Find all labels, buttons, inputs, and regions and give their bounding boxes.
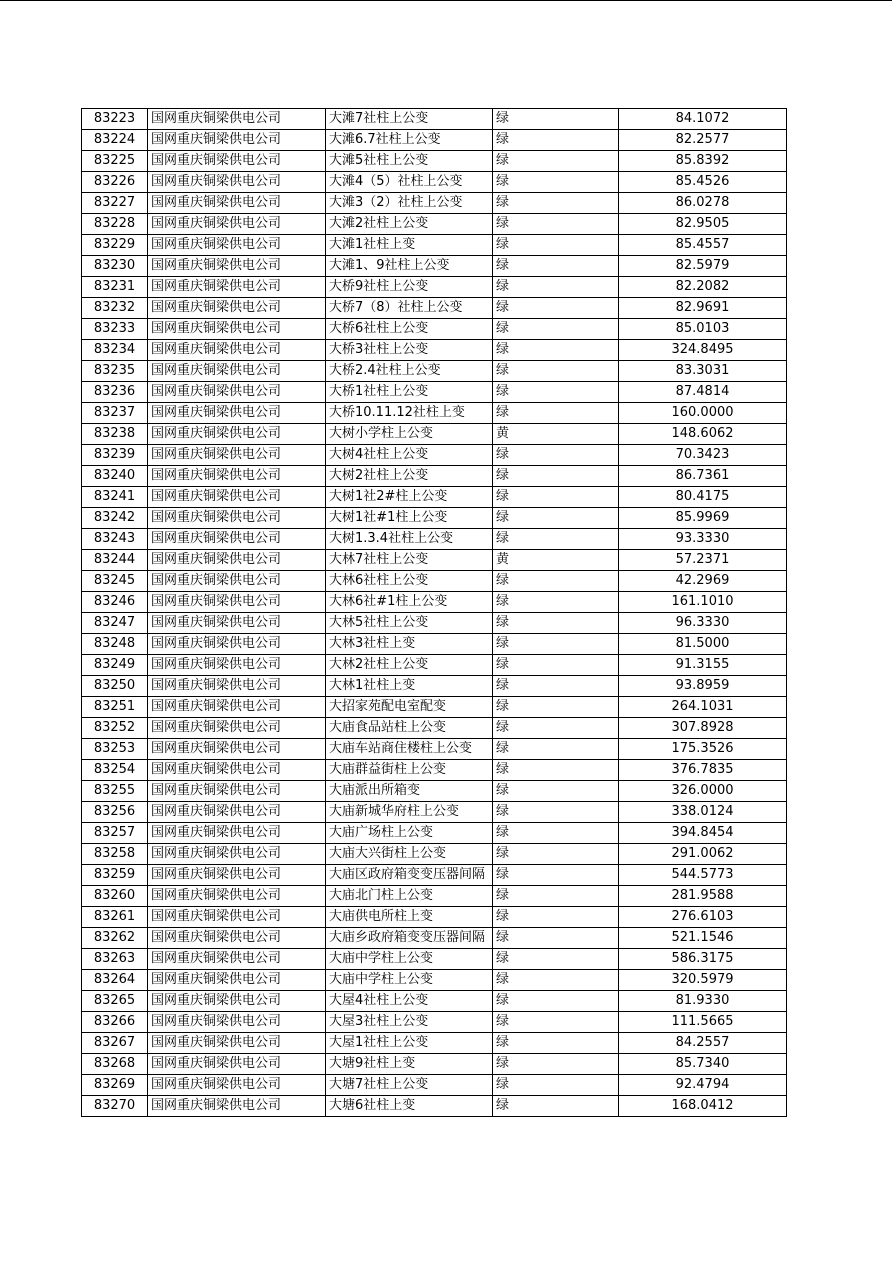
transformer-name-cell: 大庙中学柱上公变 — [326, 970, 493, 991]
row-id-cell: 83228 — [82, 214, 148, 235]
value-cell: 42.2969 — [619, 571, 787, 592]
transformer-name-cell: 大桥1社柱上公变 — [326, 382, 493, 403]
status-cell: 绿 — [493, 277, 619, 298]
company-cell: 国网重庆铜梁供电公司 — [148, 529, 326, 550]
transformer-name-cell: 大树1.3.4社柱上公变 — [326, 529, 493, 550]
company-cell: 国网重庆铜梁供电公司 — [148, 613, 326, 634]
row-id-cell: 83223 — [82, 109, 148, 130]
company-cell: 国网重庆铜梁供电公司 — [148, 130, 326, 151]
row-id-cell: 83258 — [82, 844, 148, 865]
table-row — [82, 172, 787, 193]
value-cell: 91.3155 — [619, 655, 787, 676]
transformer-name-cell: 大屋3社柱上公变 — [326, 1012, 493, 1033]
table-row — [82, 235, 787, 256]
table-row — [82, 277, 787, 298]
status-cell: 绿 — [493, 1054, 619, 1075]
status-cell: 绿 — [493, 403, 619, 424]
company-cell: 国网重庆铜梁供电公司 — [148, 739, 326, 760]
status-cell: 绿 — [493, 340, 619, 361]
company-cell: 国网重庆铜梁供电公司 — [148, 424, 326, 445]
row-id-cell: 83262 — [82, 928, 148, 949]
table-row — [82, 466, 787, 487]
row-id-cell: 83269 — [82, 1075, 148, 1096]
status-cell: 绿 — [493, 739, 619, 760]
company-cell: 国网重庆铜梁供电公司 — [148, 760, 326, 781]
value-cell: 85.8392 — [619, 151, 787, 172]
transformer-name-cell: 大庙大兴街柱上公变 — [326, 844, 493, 865]
table-row — [82, 718, 787, 739]
transformer-name-cell: 大林3社柱上变 — [326, 634, 493, 655]
table-row — [82, 970, 787, 991]
transformer-name-cell: 大滩4（5）社柱上公变 — [326, 172, 493, 193]
table-row — [82, 403, 787, 424]
transformer-name-cell: 大庙新城华府柱上公变 — [326, 802, 493, 823]
company-cell: 国网重庆铜梁供电公司 — [148, 193, 326, 214]
row-id-cell: 83234 — [82, 340, 148, 361]
row-id-cell: 83235 — [82, 361, 148, 382]
company-cell: 国网重庆铜梁供电公司 — [148, 907, 326, 928]
company-cell: 国网重庆铜梁供电公司 — [148, 172, 326, 193]
company-cell: 国网重庆铜梁供电公司 — [148, 340, 326, 361]
table-row — [82, 1096, 787, 1117]
transformer-name-cell: 大滩2社柱上公变 — [326, 214, 493, 235]
row-id-cell: 83245 — [82, 571, 148, 592]
table-row — [82, 781, 787, 802]
transformer-name-cell: 大滩3（2）社柱上公变 — [326, 193, 493, 214]
status-cell: 绿 — [493, 571, 619, 592]
status-cell: 绿 — [493, 949, 619, 970]
row-id-cell: 83227 — [82, 193, 148, 214]
status-cell: 绿 — [493, 361, 619, 382]
table-row — [82, 382, 787, 403]
value-cell: 82.9691 — [619, 298, 787, 319]
table-row — [82, 907, 787, 928]
value-cell: 86.0278 — [619, 193, 787, 214]
table-row — [82, 361, 787, 382]
value-cell: 281.9588 — [619, 886, 787, 907]
row-id-cell: 83236 — [82, 382, 148, 403]
company-cell: 国网重庆铜梁供电公司 — [148, 403, 326, 424]
transformer-name-cell: 大庙区政府箱变变压器间隔 — [326, 865, 493, 886]
transformer-name-cell: 大庙乡政府箱变变压器间隔 — [326, 928, 493, 949]
value-cell: 81.5000 — [619, 634, 787, 655]
company-cell: 国网重庆铜梁供电公司 — [148, 319, 326, 340]
status-cell: 绿 — [493, 172, 619, 193]
transformer-name-cell: 大桥3社柱上公变 — [326, 340, 493, 361]
row-id-cell: 83252 — [82, 718, 148, 739]
value-cell: 111.5665 — [619, 1012, 787, 1033]
table-row — [82, 592, 787, 613]
row-id-cell: 83264 — [82, 970, 148, 991]
status-cell: 绿 — [493, 109, 619, 130]
company-cell: 国网重庆铜梁供电公司 — [148, 781, 326, 802]
transformer-name-cell: 大招家苑配电室配变 — [326, 697, 493, 718]
table-row — [82, 1012, 787, 1033]
status-cell: 黄 — [493, 550, 619, 571]
transformer-name-cell: 大树小学柱上公变 — [326, 424, 493, 445]
value-cell: 307.8928 — [619, 718, 787, 739]
table-row — [82, 613, 787, 634]
company-cell: 国网重庆铜梁供电公司 — [148, 466, 326, 487]
company-cell: 国网重庆铜梁供电公司 — [148, 802, 326, 823]
table-row — [82, 802, 787, 823]
table-row — [82, 508, 787, 529]
status-cell: 绿 — [493, 1096, 619, 1117]
transformer-name-cell: 大林7社柱上公变 — [326, 550, 493, 571]
table-row — [82, 676, 787, 697]
status-cell: 绿 — [493, 970, 619, 991]
company-cell: 国网重庆铜梁供电公司 — [148, 298, 326, 319]
transformer-name-cell: 大林2社柱上公变 — [326, 655, 493, 676]
value-cell: 338.0124 — [619, 802, 787, 823]
status-cell: 绿 — [493, 529, 619, 550]
row-id-cell: 83266 — [82, 1012, 148, 1033]
table-row — [82, 445, 787, 466]
company-cell: 国网重庆铜梁供电公司 — [148, 1033, 326, 1054]
table-row — [82, 151, 787, 172]
table-row — [82, 991, 787, 1012]
value-cell: 521.1546 — [619, 928, 787, 949]
row-id-cell: 83267 — [82, 1033, 148, 1054]
transformer-name-cell: 大林1社柱上变 — [326, 676, 493, 697]
status-cell: 绿 — [493, 718, 619, 739]
table-row — [82, 1075, 787, 1096]
company-cell: 国网重庆铜梁供电公司 — [148, 1075, 326, 1096]
table-row — [82, 340, 787, 361]
transformer-name-cell: 大庙群益街柱上公变 — [326, 760, 493, 781]
company-cell: 国网重庆铜梁供电公司 — [148, 718, 326, 739]
value-cell: 86.7361 — [619, 466, 787, 487]
company-cell: 国网重庆铜梁供电公司 — [148, 970, 326, 991]
table-row — [82, 928, 787, 949]
row-id-cell: 83268 — [82, 1054, 148, 1075]
value-cell: 586.3175 — [619, 949, 787, 970]
row-id-cell: 83257 — [82, 823, 148, 844]
status-cell: 绿 — [493, 823, 619, 844]
status-cell: 绿 — [493, 991, 619, 1012]
row-id-cell: 83224 — [82, 130, 148, 151]
status-cell: 绿 — [493, 298, 619, 319]
row-id-cell: 83229 — [82, 235, 148, 256]
company-cell: 国网重庆铜梁供电公司 — [148, 697, 326, 718]
company-cell: 国网重庆铜梁供电公司 — [148, 655, 326, 676]
row-id-cell: 83250 — [82, 676, 148, 697]
value-cell: 85.9969 — [619, 508, 787, 529]
transformer-name-cell: 大庙车站商住楼柱上公变 — [326, 739, 493, 760]
status-cell: 绿 — [493, 676, 619, 697]
value-cell: 93.3330 — [619, 529, 787, 550]
row-id-cell: 83231 — [82, 277, 148, 298]
company-cell: 国网重庆铜梁供电公司 — [148, 256, 326, 277]
value-cell: 82.5979 — [619, 256, 787, 277]
transformer-name-cell: 大林6社柱上公变 — [326, 571, 493, 592]
row-id-cell: 83270 — [82, 1096, 148, 1117]
value-cell: 85.4557 — [619, 235, 787, 256]
transformer-name-cell: 大庙供电所柱上变 — [326, 907, 493, 928]
table-row — [82, 529, 787, 550]
table-row — [82, 739, 787, 760]
transformer-name-cell: 大桥10.11.12社柱上变 — [326, 403, 493, 424]
company-cell: 国网重庆铜梁供电公司 — [148, 823, 326, 844]
value-cell: 84.2557 — [619, 1033, 787, 1054]
table-row — [82, 214, 787, 235]
status-cell: 绿 — [493, 193, 619, 214]
company-cell: 国网重庆铜梁供电公司 — [148, 991, 326, 1012]
row-id-cell: 83244 — [82, 550, 148, 571]
transformer-name-cell: 大塘6社柱上变 — [326, 1096, 493, 1117]
value-cell: 93.8959 — [619, 676, 787, 697]
transformer-name-cell: 大树2社柱上公变 — [326, 466, 493, 487]
row-id-cell: 83239 — [82, 445, 148, 466]
status-cell: 绿 — [493, 1033, 619, 1054]
table-row — [82, 655, 787, 676]
company-cell: 国网重庆铜梁供电公司 — [148, 571, 326, 592]
value-cell: 394.8454 — [619, 823, 787, 844]
company-cell: 国网重庆铜梁供电公司 — [148, 508, 326, 529]
row-id-cell: 83230 — [82, 256, 148, 277]
table-row — [82, 298, 787, 319]
status-cell: 绿 — [493, 508, 619, 529]
status-cell: 绿 — [493, 130, 619, 151]
table-row — [82, 886, 787, 907]
status-cell: 绿 — [493, 319, 619, 340]
row-id-cell: 83226 — [82, 172, 148, 193]
row-id-cell: 83260 — [82, 886, 148, 907]
value-cell: 160.0000 — [619, 403, 787, 424]
table-row — [82, 760, 787, 781]
row-id-cell: 83259 — [82, 865, 148, 886]
value-cell: 324.8495 — [619, 340, 787, 361]
transformer-name-cell: 大树1社#1柱上公变 — [326, 508, 493, 529]
row-id-cell: 83246 — [82, 592, 148, 613]
company-cell: 国网重庆铜梁供电公司 — [148, 235, 326, 256]
row-id-cell: 83248 — [82, 634, 148, 655]
transformer-name-cell: 大滩5社柱上公变 — [326, 151, 493, 172]
value-cell: 276.6103 — [619, 907, 787, 928]
row-id-cell: 83237 — [82, 403, 148, 424]
company-cell: 国网重庆铜梁供电公司 — [148, 1096, 326, 1117]
value-cell: 148.6062 — [619, 424, 787, 445]
transformer-name-cell: 大滩6.7社柱上公变 — [326, 130, 493, 151]
company-cell: 国网重庆铜梁供电公司 — [148, 592, 326, 613]
company-cell: 国网重庆铜梁供电公司 — [148, 151, 326, 172]
value-cell: 82.2082 — [619, 277, 787, 298]
row-id-cell: 83263 — [82, 949, 148, 970]
value-cell: 82.2577 — [619, 130, 787, 151]
page-top-border — [0, 0, 892, 1]
company-cell: 国网重庆铜梁供电公司 — [148, 844, 326, 865]
status-cell: 绿 — [493, 1075, 619, 1096]
value-cell: 84.1072 — [619, 109, 787, 130]
status-cell: 绿 — [493, 634, 619, 655]
value-cell: 85.4526 — [619, 172, 787, 193]
value-cell: 87.4814 — [619, 382, 787, 403]
status-cell: 绿 — [493, 256, 619, 277]
row-id-cell: 83255 — [82, 781, 148, 802]
status-cell: 绿 — [493, 592, 619, 613]
transformer-name-cell: 大庙食品站柱上公变 — [326, 718, 493, 739]
value-cell: 161.1010 — [619, 592, 787, 613]
table-row — [82, 697, 787, 718]
transformer-name-cell: 大庙北门柱上公变 — [326, 886, 493, 907]
row-id-cell: 83232 — [82, 298, 148, 319]
company-cell: 国网重庆铜梁供电公司 — [148, 214, 326, 235]
value-cell: 57.2371 — [619, 550, 787, 571]
row-id-cell: 83242 — [82, 508, 148, 529]
value-cell: 96.3330 — [619, 613, 787, 634]
row-id-cell: 83243 — [82, 529, 148, 550]
status-cell: 绿 — [493, 214, 619, 235]
company-cell: 国网重庆铜梁供电公司 — [148, 634, 326, 655]
transformer-name-cell: 大滩1社柱上变 — [326, 235, 493, 256]
transformer-name-cell: 大桥2.4社柱上公变 — [326, 361, 493, 382]
transformer-name-cell: 大滩7社柱上公变 — [326, 109, 493, 130]
value-cell: 376.7835 — [619, 760, 787, 781]
status-cell: 黄 — [493, 424, 619, 445]
value-cell: 83.3031 — [619, 361, 787, 382]
status-cell: 绿 — [493, 697, 619, 718]
row-id-cell: 83225 — [82, 151, 148, 172]
transformer-name-cell: 大塘7社柱上公变 — [326, 1075, 493, 1096]
row-id-cell: 83254 — [82, 760, 148, 781]
table-row — [82, 844, 787, 865]
row-id-cell: 83249 — [82, 655, 148, 676]
value-cell: 175.3526 — [619, 739, 787, 760]
status-cell: 绿 — [493, 865, 619, 886]
table-row — [82, 949, 787, 970]
company-cell: 国网重庆铜梁供电公司 — [148, 109, 326, 130]
value-cell: 70.3423 — [619, 445, 787, 466]
transformer-name-cell: 大桥7（8）社柱上公变 — [326, 298, 493, 319]
value-cell: 326.0000 — [619, 781, 787, 802]
table-row — [82, 550, 787, 571]
row-id-cell: 83240 — [82, 466, 148, 487]
row-id-cell: 83241 — [82, 487, 148, 508]
company-cell: 国网重庆铜梁供电公司 — [148, 361, 326, 382]
status-cell: 绿 — [493, 613, 619, 634]
value-cell: 85.7340 — [619, 1054, 787, 1075]
status-cell: 绿 — [493, 655, 619, 676]
table-row — [82, 130, 787, 151]
table-row — [82, 256, 787, 277]
row-id-cell: 83251 — [82, 697, 148, 718]
value-cell: 85.0103 — [619, 319, 787, 340]
company-cell: 国网重庆铜梁供电公司 — [148, 382, 326, 403]
transformer-name-cell: 大树4社柱上公变 — [326, 445, 493, 466]
table-row — [82, 487, 787, 508]
status-cell: 绿 — [493, 445, 619, 466]
company-cell: 国网重庆铜梁供电公司 — [148, 886, 326, 907]
company-cell: 国网重庆铜梁供电公司 — [148, 1054, 326, 1075]
row-id-cell: 83261 — [82, 907, 148, 928]
status-cell: 绿 — [493, 844, 619, 865]
table-row — [82, 1054, 787, 1075]
status-cell: 绿 — [493, 1012, 619, 1033]
company-cell: 国网重庆铜梁供电公司 — [148, 865, 326, 886]
company-cell: 国网重庆铜梁供电公司 — [148, 928, 326, 949]
transformer-name-cell: 大林6社#1柱上公变 — [326, 592, 493, 613]
company-cell: 国网重庆铜梁供电公司 — [148, 487, 326, 508]
status-cell: 绿 — [493, 886, 619, 907]
status-cell: 绿 — [493, 928, 619, 949]
transformer-name-cell: 大庙中学柱上公变 — [326, 949, 493, 970]
transformer-data-table — [81, 108, 787, 1117]
status-cell: 绿 — [493, 466, 619, 487]
status-cell: 绿 — [493, 487, 619, 508]
value-cell: 291.0062 — [619, 844, 787, 865]
table-row — [82, 1033, 787, 1054]
row-id-cell: 83233 — [82, 319, 148, 340]
status-cell: 绿 — [493, 907, 619, 928]
table-row — [82, 109, 787, 130]
status-cell: 绿 — [493, 235, 619, 256]
transformer-name-cell: 大屋1社柱上公变 — [326, 1033, 493, 1054]
transformer-name-cell: 大林5社柱上公变 — [326, 613, 493, 634]
status-cell: 绿 — [493, 382, 619, 403]
table-row — [82, 319, 787, 340]
transformer-name-cell: 大桥9社柱上公变 — [326, 277, 493, 298]
value-cell: 544.5773 — [619, 865, 787, 886]
row-id-cell: 83247 — [82, 613, 148, 634]
value-cell: 80.4175 — [619, 487, 787, 508]
table-row — [82, 424, 787, 445]
transformer-name-cell: 大庙派出所箱变 — [326, 781, 493, 802]
status-cell: 绿 — [493, 760, 619, 781]
value-cell: 92.4794 — [619, 1075, 787, 1096]
table-row — [82, 865, 787, 886]
table-body — [82, 109, 787, 1117]
table-row — [82, 634, 787, 655]
status-cell: 绿 — [493, 151, 619, 172]
value-cell: 264.1031 — [619, 697, 787, 718]
value-cell: 168.0412 — [619, 1096, 787, 1117]
transformer-name-cell: 大庙广场柱上公变 — [326, 823, 493, 844]
transformer-name-cell: 大树1社2#柱上公变 — [326, 487, 493, 508]
company-cell: 国网重庆铜梁供电公司 — [148, 445, 326, 466]
company-cell: 国网重庆铜梁供电公司 — [148, 277, 326, 298]
company-cell: 国网重庆铜梁供电公司 — [148, 1012, 326, 1033]
transformer-name-cell: 大桥6社柱上公变 — [326, 319, 493, 340]
row-id-cell: 83265 — [82, 991, 148, 1012]
transformer-name-cell: 大滩1、9社柱上公变 — [326, 256, 493, 277]
value-cell: 82.9505 — [619, 214, 787, 235]
row-id-cell: 83256 — [82, 802, 148, 823]
transformer-name-cell: 大屋4社柱上公变 — [326, 991, 493, 1012]
transformer-name-cell: 大塘9社柱上变 — [326, 1054, 493, 1075]
table-row — [82, 823, 787, 844]
table-row — [82, 193, 787, 214]
value-cell: 81.9330 — [619, 991, 787, 1012]
status-cell: 绿 — [493, 781, 619, 802]
row-id-cell: 83253 — [82, 739, 148, 760]
company-cell: 国网重庆铜梁供电公司 — [148, 676, 326, 697]
company-cell: 国网重庆铜梁供电公司 — [148, 550, 326, 571]
table-row — [82, 571, 787, 592]
value-cell: 320.5979 — [619, 970, 787, 991]
status-cell: 绿 — [493, 802, 619, 823]
row-id-cell: 83238 — [82, 424, 148, 445]
company-cell: 国网重庆铜梁供电公司 — [148, 949, 326, 970]
